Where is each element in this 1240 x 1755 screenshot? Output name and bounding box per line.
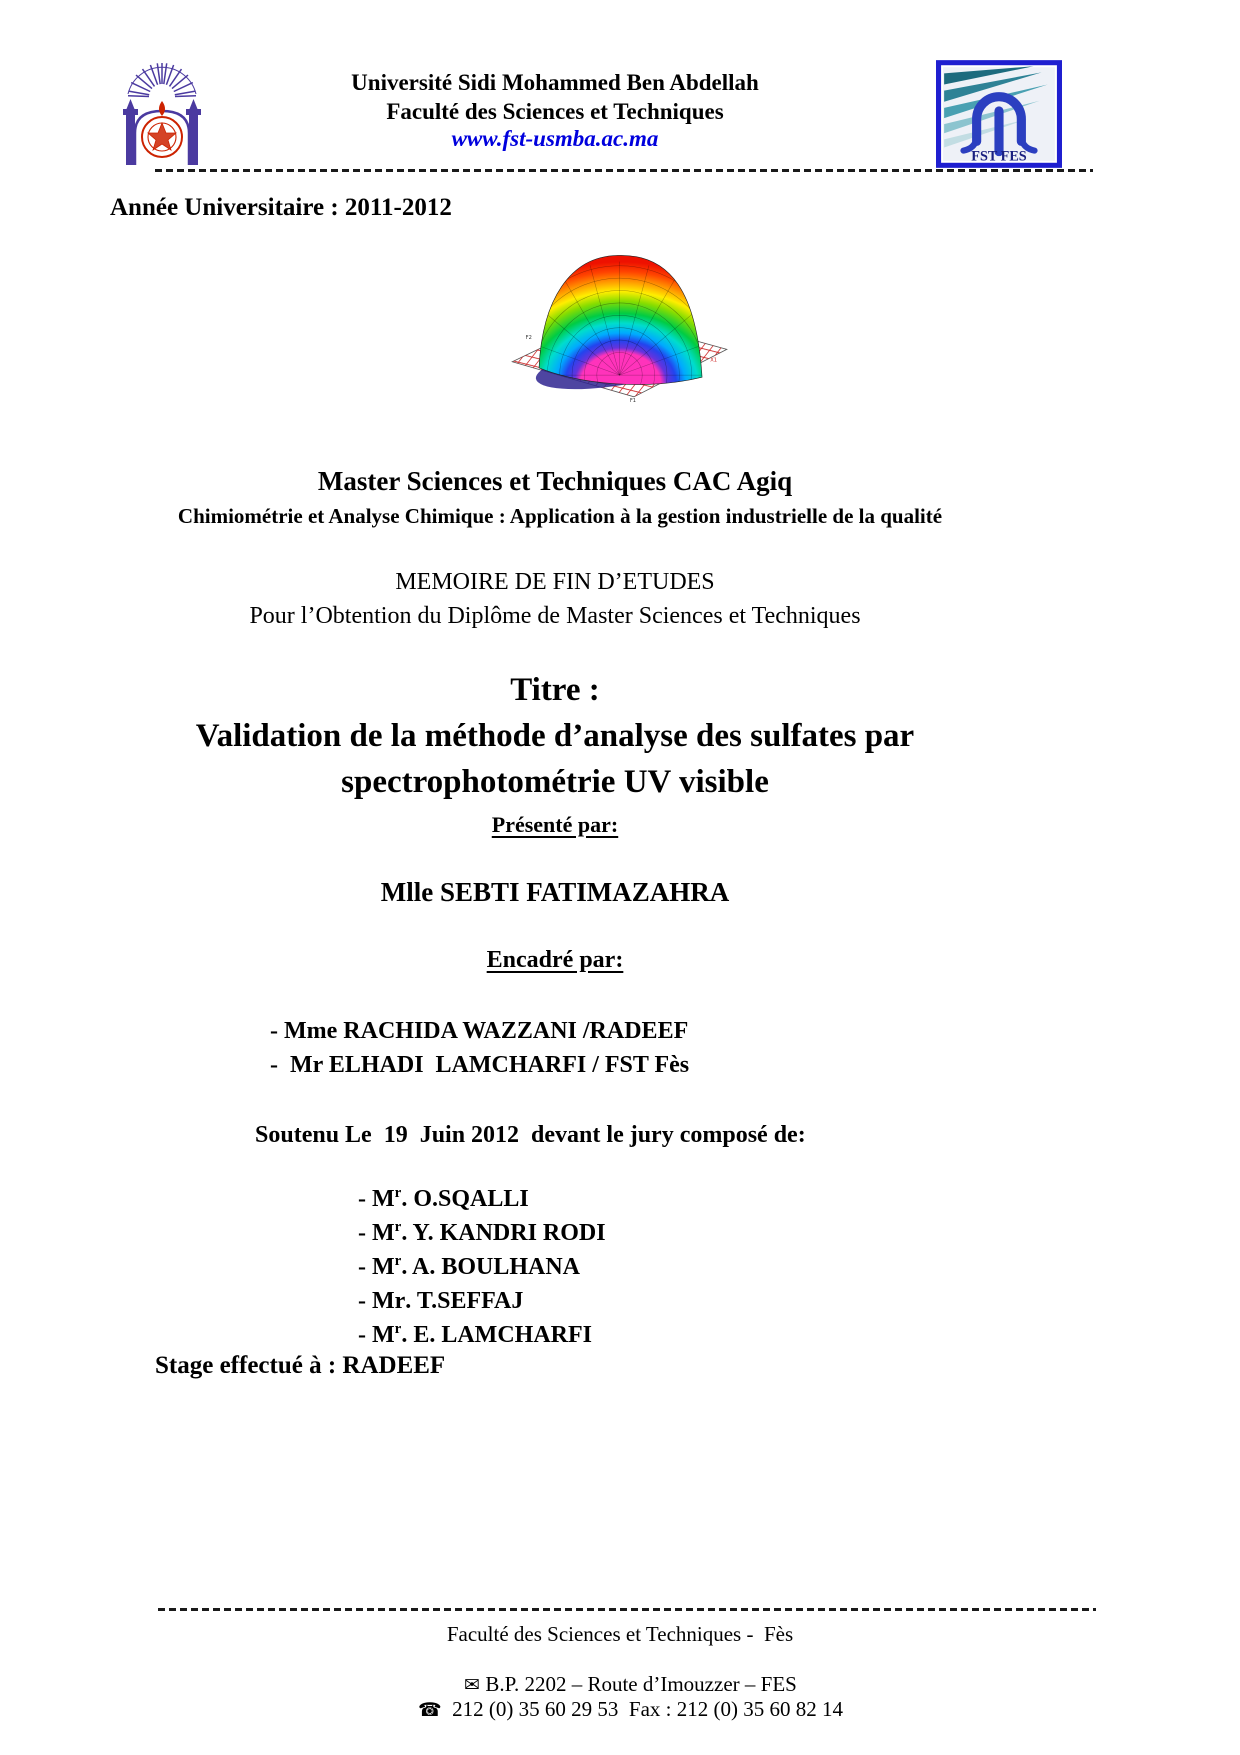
jury-prefix: - Mr <box>358 1288 406 1314</box>
x1-axis-label: X1 <box>710 357 718 364</box>
jury-sup: r <box>394 1253 402 1269</box>
title-label: Titre : <box>510 672 600 708</box>
internship-line: Stage effectué à : RADEEF <box>155 1352 446 1379</box>
jury-member <box>358 1288 523 1315</box>
memoire-line: MEMOIRE DE FIN D’ETUDES <box>395 569 715 595</box>
bottom-divider <box>158 1608 1096 1611</box>
jury-prefix: - M <box>358 1254 395 1280</box>
specialty-subtitle: Chimiométrie et Analyse Chimique : Application à la gestion industrielle de la qualité <box>177 504 943 528</box>
response-surface-figure <box>508 240 730 403</box>
university-logo <box>112 56 212 170</box>
supervisor-item: - Mme RACHIDA WAZZANI /RADEEF <box>270 1018 689 1044</box>
mail-icon: ✉ <box>464 1674 481 1696</box>
website-link[interactable]: www.fst-usmba.ac.ma <box>451 126 659 151</box>
fst-fes-label: FST FES <box>971 148 1027 165</box>
presented-by-label: Présenté par: <box>491 812 619 837</box>
supervised-by-row <box>0 947 1110 974</box>
university-name: Université Sidi Mohammed Ben Abdellah <box>351 70 759 95</box>
diploma-line: Pour l’Obtention du Diplôme de Master Sciences et Techniques <box>249 603 861 629</box>
jury-sup: r <box>394 1185 402 1201</box>
jury-name: . E. LAMCHARFI <box>401 1322 592 1348</box>
footer-faculty: Faculté des Sciences et Techniques - Fès <box>446 1622 794 1646</box>
student-name: Mlle SEBTI FATIMAZAHRA <box>380 877 730 907</box>
thesis-title-line1: Validation de la méthode d’analyse des sulfates par <box>195 718 915 754</box>
jury-prefix: - M <box>358 1322 395 1348</box>
jury-member <box>358 1186 529 1213</box>
jury-name: . A. BOULHANA <box>401 1254 581 1280</box>
defense-intro: Soutenu Le 19 Juin 2012 devant le jury composé de: <box>255 1122 806 1148</box>
top-divider <box>155 169 1093 172</box>
jury-prefix: - M <box>358 1186 395 1212</box>
university-gate-emblem <box>112 56 212 170</box>
phone-icon: ☎ <box>418 1699 442 1721</box>
jury-name: . T.SEFFAJ <box>405 1288 524 1314</box>
f1-axis-label: F1 <box>629 397 637 403</box>
jury-member <box>358 1322 592 1349</box>
footer-address-text: B.P. 2202 – Route d’Imouzzer – FES <box>480 1672 797 1696</box>
thesis-title-line2: spectrophotométrie UV visible <box>341 764 769 800</box>
jury-prefix: - M <box>358 1220 395 1246</box>
master-title: Master Sciences et Techniques CAC Agiq <box>317 466 793 496</box>
footer-phone <box>0 1672 1240 1747</box>
jury-member <box>358 1254 580 1281</box>
jury-member <box>358 1220 606 1247</box>
footer-phone-text: 212 (0) 35 60 29 53 Fax : 212 (0) 35 60 82 14 <box>441 1697 843 1721</box>
surface-plot <box>508 240 730 403</box>
supervised-by-label: Encadré par: <box>486 947 624 973</box>
jury-sup: r <box>394 1219 402 1235</box>
faculty-name: Faculté des Sciences et Techniques <box>386 99 724 124</box>
f2-axis-label: F2 <box>525 335 532 342</box>
jury-name: . O.SQALLI <box>401 1186 529 1212</box>
fst-fes-emblem <box>936 60 1062 168</box>
jury-sup: r <box>394 1321 402 1337</box>
academic-year: Année Universitaire : 2011-2012 <box>110 194 452 221</box>
supervisor-item: - Mr ELHADI LAMCHARFI / FST Fès <box>270 1052 690 1078</box>
presented-by-row <box>0 812 1110 838</box>
fst-fes-logo <box>936 60 1062 168</box>
header-text-block <box>205 68 905 152</box>
jury-name: . Y. KANDRI RODI <box>401 1220 606 1246</box>
